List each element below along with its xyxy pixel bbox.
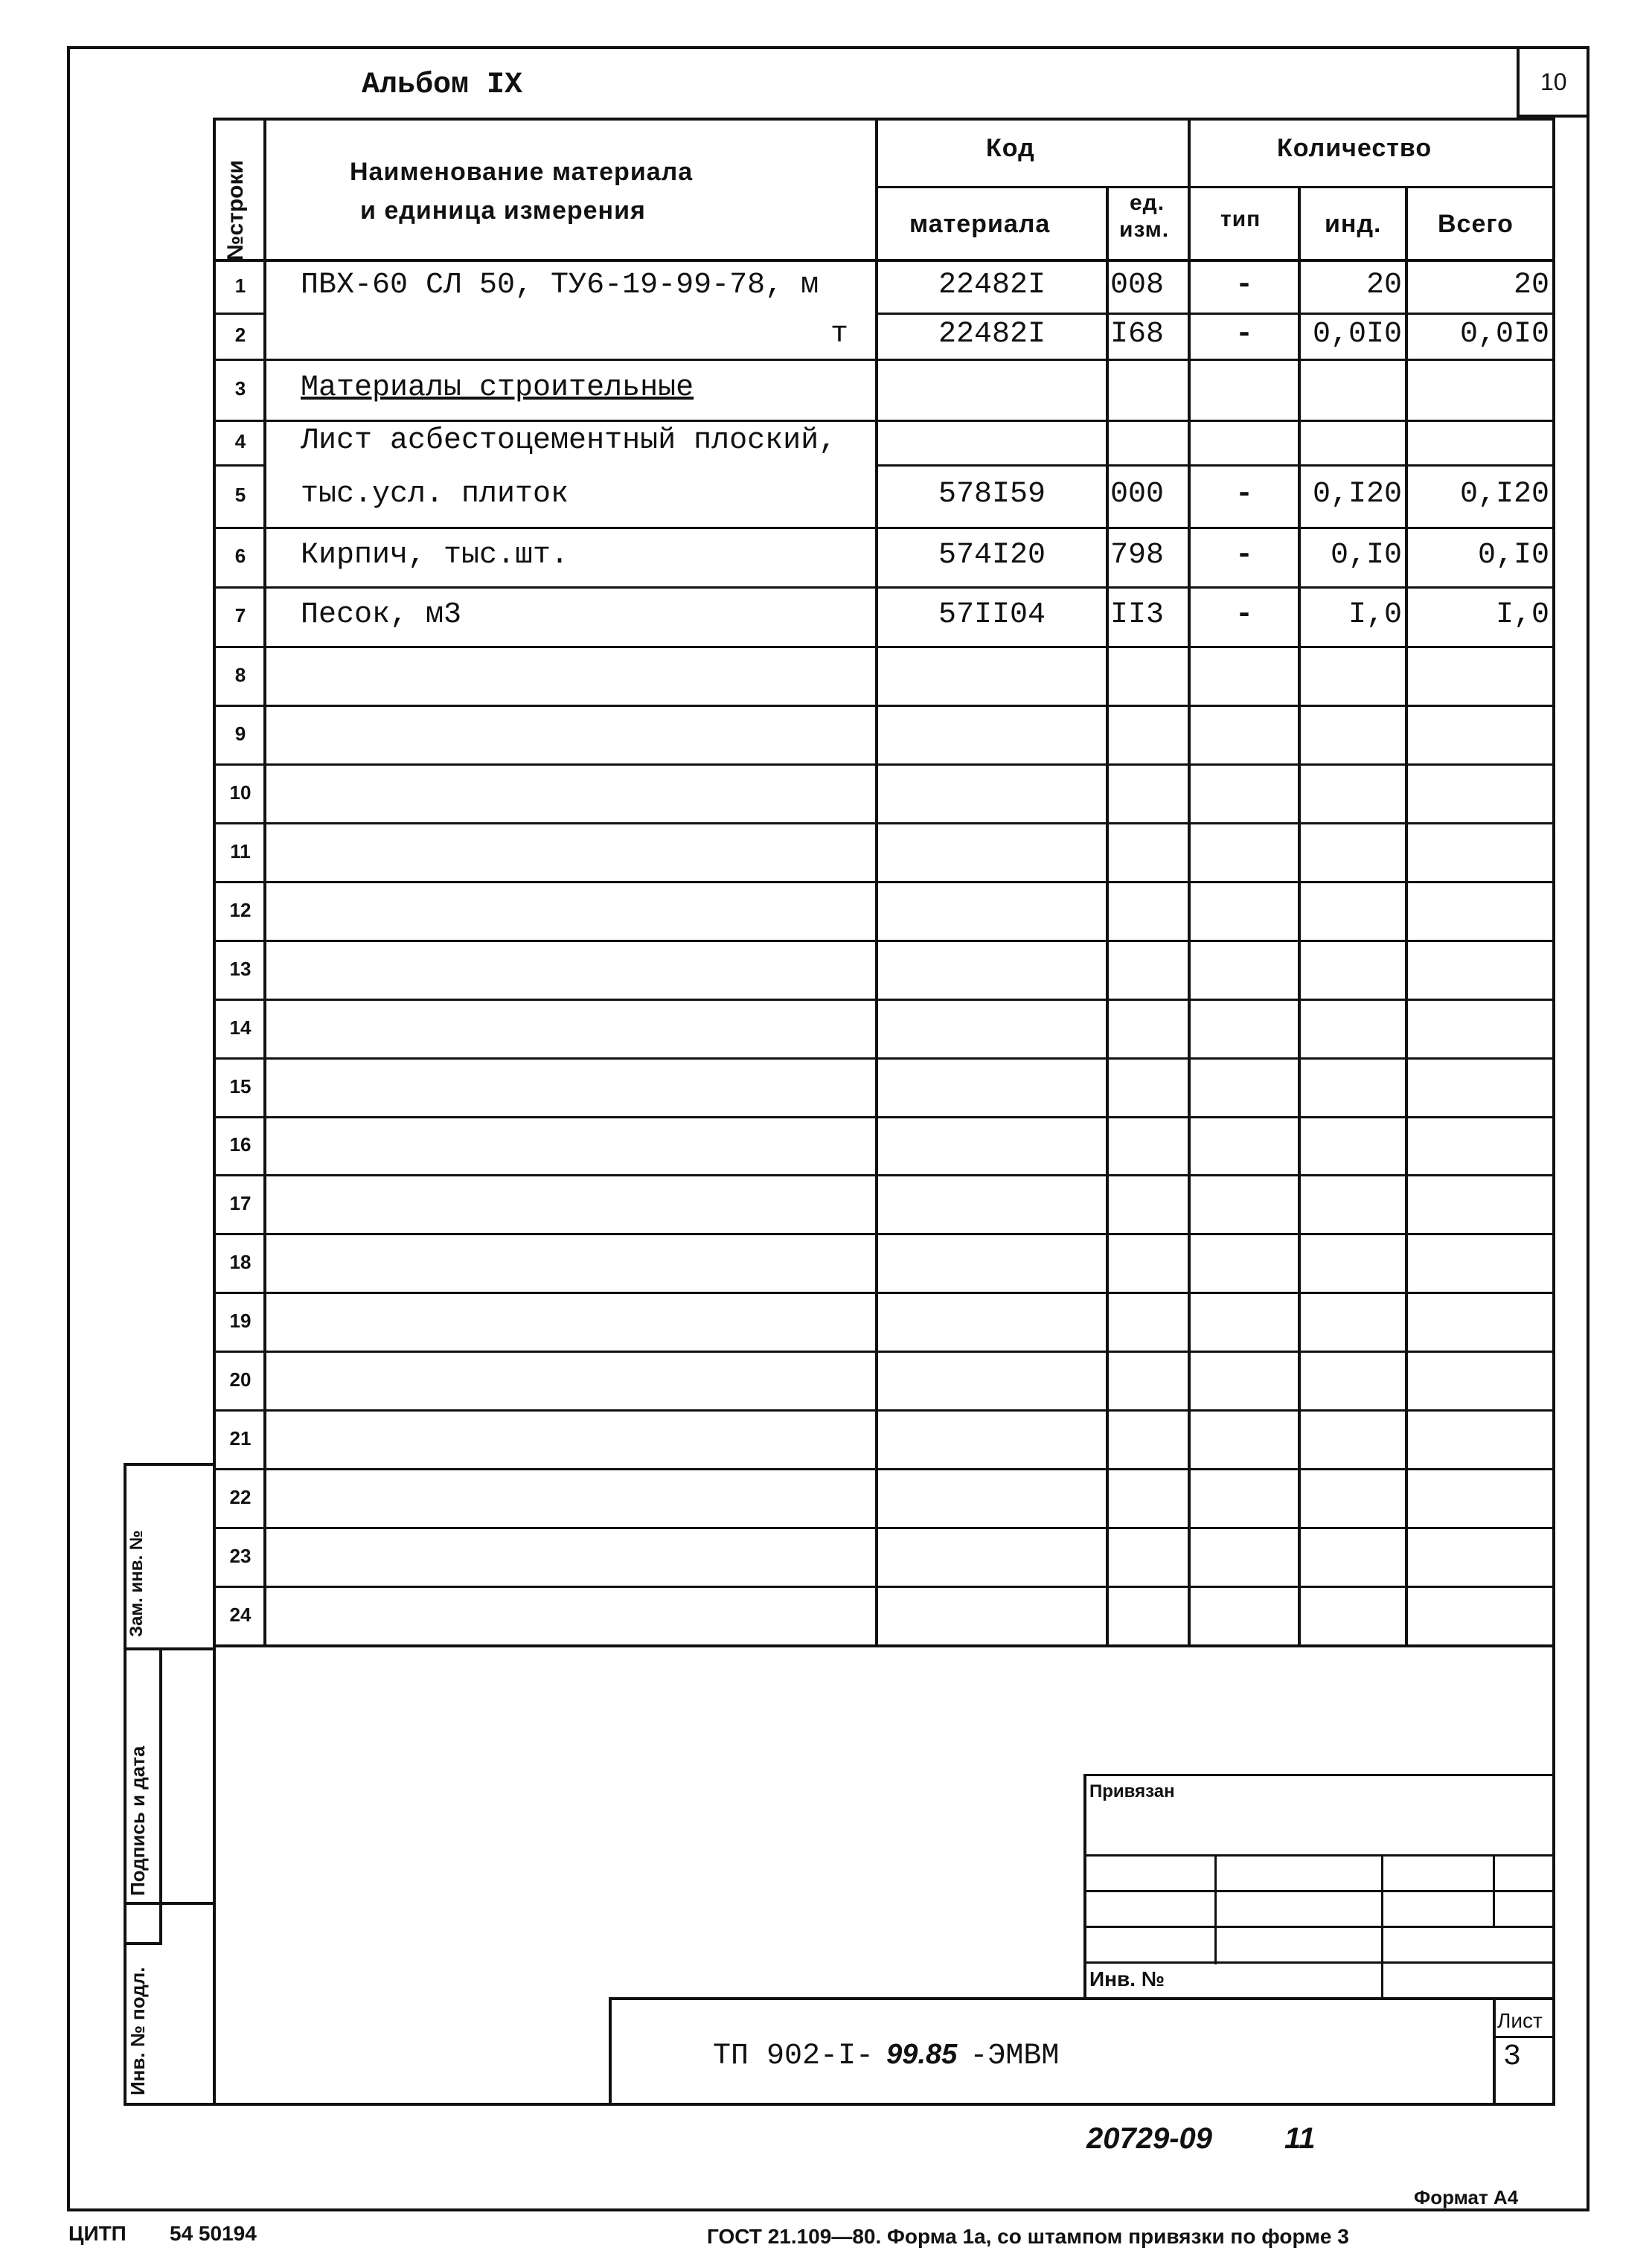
row-number: 10 <box>229 781 252 804</box>
row-number: 5 <box>234 484 246 506</box>
row-separator <box>213 1233 1555 1235</box>
cell-name: т <box>830 318 848 351</box>
cell-name: Лист асбестоцементный плоский, <box>301 424 837 458</box>
cell-type: - <box>1235 539 1253 572</box>
row-number: 23 <box>229 1544 252 1567</box>
row-separator <box>213 1351 1555 1353</box>
row-number: 9 <box>234 722 246 745</box>
album-title: Альбом IX <box>362 68 523 102</box>
row-separator <box>213 646 1555 648</box>
cell-code: 22482I <box>938 269 1046 302</box>
cell-type: - <box>1235 318 1253 351</box>
row-separator <box>213 586 1555 589</box>
row-separator <box>213 763 1555 766</box>
cell-total: I,0 <box>1495 598 1549 632</box>
qty-type-header: тип <box>1220 207 1261 231</box>
page-number: 10 <box>1540 68 1567 95</box>
cell-total: 0,I0 <box>1477 539 1549 572</box>
cell-total: 20 <box>1513 269 1549 302</box>
cell-ind: 0,I0 <box>1330 539 1402 572</box>
replace-inv-label: Зам. инв. № <box>127 1530 147 1637</box>
cell-type: - <box>1235 598 1253 632</box>
row-number: 7 <box>234 604 246 627</box>
qty-total-header: Всего <box>1438 210 1514 238</box>
cell-name: Материалы строительные <box>301 371 694 405</box>
row-number: 17 <box>229 1191 252 1214</box>
cell-total: 0,I20 <box>1459 478 1549 511</box>
row-number: 1 <box>234 275 246 297</box>
cell-code: 574I20 <box>938 539 1046 572</box>
row-separator <box>213 881 1555 883</box>
handwritten-number-2: 11 <box>1284 2122 1316 2155</box>
cell-unit: I68 <box>1110 318 1165 351</box>
row-separator <box>213 1586 1555 1588</box>
order-number: 54 50194 <box>170 2222 257 2245</box>
row-number: 3 <box>234 377 246 400</box>
cell-code: 57II04 <box>938 598 1046 632</box>
cell-name: ПВХ-60 СЛ 50, ТУ6-19-99-78, м <box>301 269 819 302</box>
cell-ind: 20 <box>1366 269 1402 302</box>
cell-code: 578I59 <box>938 478 1046 511</box>
row-separator <box>213 527 1555 529</box>
row-separator <box>213 705 1555 707</box>
document-code <box>713 2037 1059 2073</box>
row-number: 4 <box>234 430 246 452</box>
doc-code-prefix: ТП 902-I- <box>713 2040 874 2073</box>
doc-code-number: 99.85 <box>886 2039 958 2070</box>
row-number: 14 <box>229 1016 252 1039</box>
row-separator <box>213 1527 1555 1529</box>
row-separator <box>213 1468 1555 1470</box>
doc-code-suffix: -ЭМВМ <box>970 2040 1060 2073</box>
cell-type: - <box>1235 478 1253 511</box>
code-unit-header-line1: ед. <box>1130 190 1165 215</box>
code-group-header: Код <box>986 134 1035 162</box>
row-separator <box>213 1057 1555 1060</box>
row-separator <box>213 1116 1555 1118</box>
sheet-number: 3 <box>1503 2040 1522 2074</box>
cell-ind: 0,0I0 <box>1312 318 1402 351</box>
row-number: 22 <box>229 1485 252 1508</box>
row-separator <box>213 359 1555 361</box>
cell-name: Песок, м3 <box>301 598 462 632</box>
gost-note: ГОСТ 21.109—80. Форма 1а, со штампом привязки по форме 3 <box>707 2225 1349 2248</box>
row-number: 13 <box>229 957 252 980</box>
row-separator <box>213 1174 1555 1176</box>
format-label: Формат А4 <box>1414 2186 1519 2208</box>
code-unit-header-line2: изм. <box>1119 217 1170 242</box>
row-number: 16 <box>229 1133 252 1156</box>
row-number: 19 <box>229 1309 252 1332</box>
row-separator <box>213 464 265 467</box>
cell-unit: 000 <box>1110 478 1165 511</box>
cell-ind: 0,I20 <box>1312 478 1402 511</box>
inv-no-label: Инв. № <box>1089 1967 1165 1990</box>
inv-orig-label: Инв. № подл. <box>127 1967 149 2095</box>
row-number: 2 <box>234 324 246 346</box>
cell-total: 0,0I0 <box>1459 318 1549 351</box>
name-column-header-line2: и единица измерения <box>360 196 646 225</box>
bound-label: Привязан <box>1089 1781 1175 1801</box>
row-separator <box>875 464 1555 467</box>
row-separator <box>213 1292 1555 1294</box>
cell-ind: I,0 <box>1348 598 1402 632</box>
row-separator <box>875 313 1555 315</box>
row-number: 20 <box>229 1368 252 1391</box>
cell-name: Кирпич, тыс.шт. <box>301 539 569 572</box>
row-number: 15 <box>229 1074 252 1098</box>
row-number: 12 <box>229 898 252 921</box>
row-number: 8 <box>234 663 246 686</box>
row-separator <box>213 999 1555 1001</box>
cell-type: - <box>1235 269 1253 302</box>
name-column-header-line1: Наименование материала <box>350 158 694 186</box>
code-material-header: материала <box>909 210 1051 238</box>
sheet-label: Лист <box>1497 2009 1543 2032</box>
cell-unit: 798 <box>1110 539 1165 572</box>
cell-name: тыс.усл. плиток <box>301 478 569 511</box>
org-label: ЦИТП <box>68 2222 127 2245</box>
row-number: 18 <box>229 1250 252 1273</box>
row-separator <box>213 313 265 315</box>
row-separator <box>213 822 1555 824</box>
row-separator <box>213 1409 1555 1412</box>
qty-ind-header: инд. <box>1325 210 1382 238</box>
row-number: 6 <box>234 545 246 567</box>
quantity-group-header: Количество <box>1277 134 1432 162</box>
row-separator <box>213 940 1555 942</box>
cell-code: 22482I <box>938 318 1046 351</box>
row-number: 24 <box>229 1603 252 1626</box>
handwritten-number: 20729-09 <box>1086 2122 1213 2155</box>
cell-unit: 008 <box>1110 269 1165 302</box>
row-number: 11 <box>230 839 251 862</box>
sign-date-label: Подпись и дата <box>127 1746 149 1896</box>
rows-column-header: №строки <box>223 160 248 260</box>
row-number: 21 <box>229 1426 252 1449</box>
cell-unit: II3 <box>1110 598 1165 632</box>
row-separator <box>213 420 1555 422</box>
